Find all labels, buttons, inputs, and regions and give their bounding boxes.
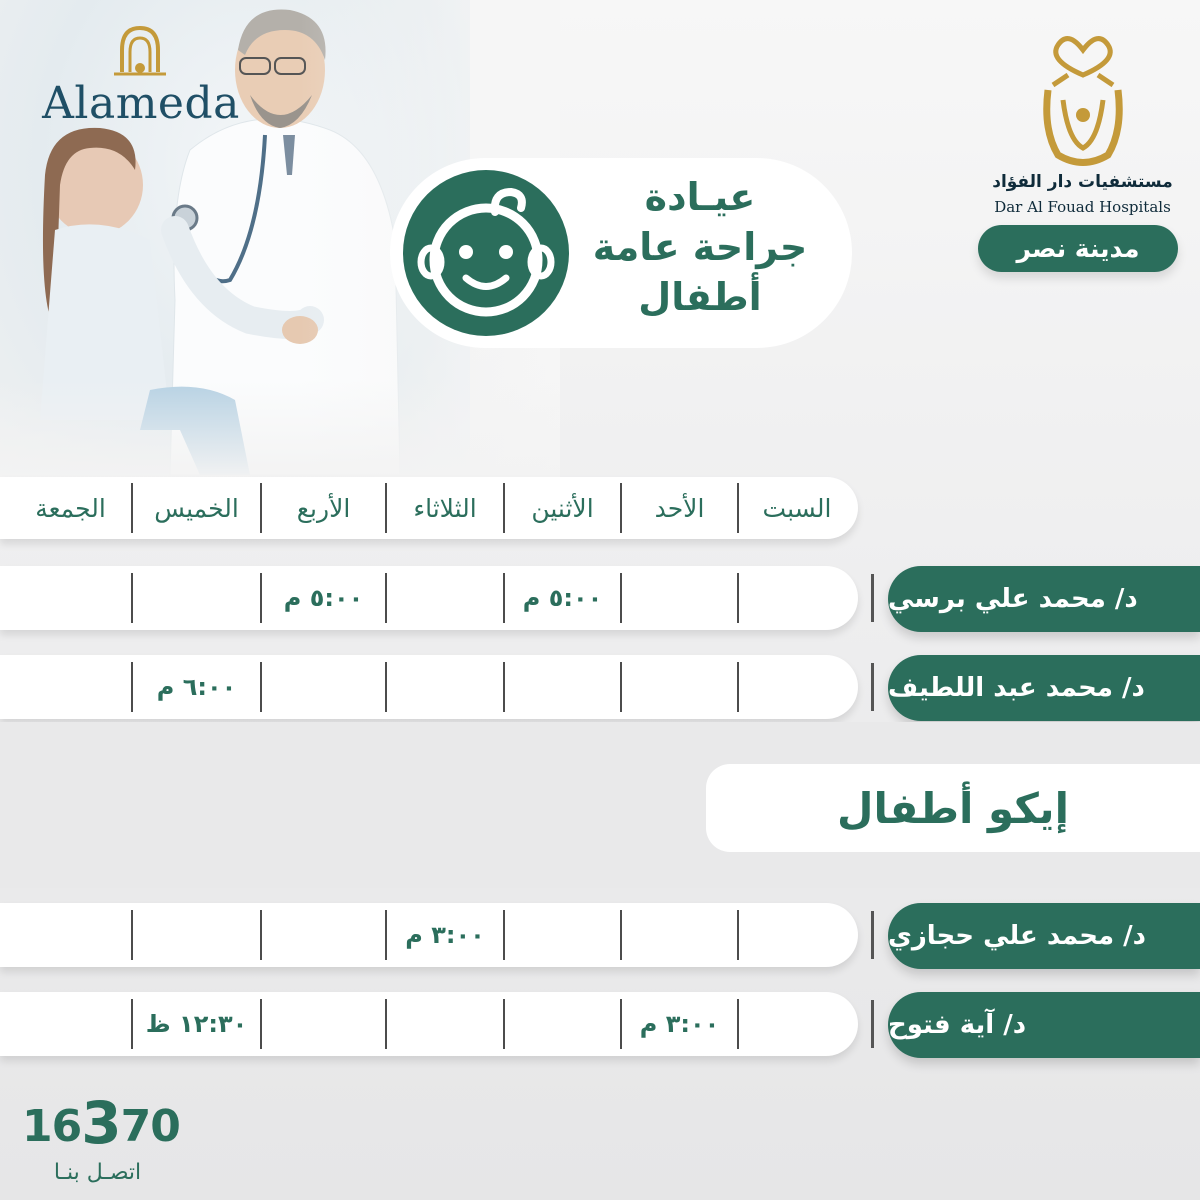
slot-friday	[10, 655, 131, 719]
row-divider	[871, 911, 874, 959]
schedule-cells	[0, 903, 858, 967]
hotline-number[interactable]	[22, 1089, 192, 1157]
contact-us-label: اتصـل بنـا	[53, 1160, 142, 1185]
slot-wednesday: ٥:٠٠ م	[283, 584, 364, 612]
column-divider	[260, 910, 262, 960]
slot-tuesday: ٣:٠٠ م	[405, 921, 485, 949]
schedule-cells	[0, 992, 858, 1056]
clinic-title	[580, 172, 820, 322]
doctor-row	[0, 903, 1200, 969]
row-divider	[871, 663, 874, 711]
slot-friday	[10, 903, 131, 967]
schedule-cells	[0, 655, 858, 719]
column-divider	[503, 573, 505, 623]
slot-thursday: ١٢:٣٠ ظ	[145, 1010, 248, 1038]
column-divider	[385, 483, 387, 533]
slot-wednesday	[262, 992, 385, 1056]
column-divider	[260, 999, 262, 1049]
alameda-logo	[36, 20, 246, 130]
column-divider	[620, 910, 622, 960]
days-header	[0, 477, 858, 539]
baby-face-icon	[403, 170, 569, 336]
slot-saturday	[742, 903, 852, 967]
column-divider	[737, 662, 739, 712]
column-divider	[131, 483, 133, 533]
day-friday: الجمعة	[35, 493, 106, 523]
day-wednesday: الأربع	[296, 493, 351, 523]
column-divider	[131, 999, 133, 1049]
clinic-title-line3: أطفال	[638, 275, 762, 319]
slot-monday	[505, 992, 620, 1056]
slot-monday: ٥:٠٠ م	[522, 584, 603, 612]
column-divider	[385, 999, 387, 1049]
column-divider	[620, 662, 622, 712]
slot-tuesday	[387, 566, 503, 630]
schedule-cells	[0, 566, 858, 630]
section-title-echo: إيكو أطفال	[706, 764, 1200, 852]
slot-sunday: ٣:٠٠ م	[639, 1010, 720, 1038]
slot-thursday	[133, 566, 260, 630]
column-divider	[737, 483, 739, 533]
photo-fade-bottom	[0, 380, 560, 480]
slot-sunday	[622, 655, 737, 719]
doctor-name: د/ محمد علي حجازي	[888, 903, 1200, 969]
column-divider	[503, 662, 505, 712]
column-divider	[503, 999, 505, 1049]
slot-saturday	[742, 566, 852, 630]
column-divider	[503, 910, 505, 960]
row-divider	[871, 574, 874, 622]
dar-al-fouad-logo	[990, 30, 1175, 220]
doctor-name: د/ آية فتوح	[888, 992, 1200, 1058]
column-divider	[131, 573, 133, 623]
slot-friday	[10, 566, 131, 630]
doctor-row	[0, 566, 1200, 632]
column-divider	[620, 999, 622, 1049]
column-divider	[385, 910, 387, 960]
hotline-mid: 3	[81, 1089, 121, 1157]
slot-thursday	[133, 903, 260, 967]
branch-badge: مدينة نصر	[978, 225, 1178, 272]
alameda-wordmark: Alameda	[42, 78, 240, 129]
day-thursday: الخميس	[154, 493, 239, 523]
column-divider	[260, 573, 262, 623]
doctor-name: د/ محمد علي برسي	[888, 566, 1200, 632]
slot-tuesday	[387, 655, 503, 719]
day-sunday: الأحد	[654, 493, 705, 523]
slot-monday	[505, 903, 620, 967]
hospital-name-english: Dar Al Fouad Hospitals	[994, 198, 1171, 216]
slot-saturday	[742, 992, 852, 1056]
column-divider	[260, 662, 262, 712]
slot-wednesday	[262, 903, 385, 967]
column-divider	[737, 999, 739, 1049]
column-divider	[385, 573, 387, 623]
clinic-title-line1: عيـادة	[644, 175, 756, 219]
column-divider	[737, 573, 739, 623]
slot-thursday: ٦:٠٠ م	[156, 673, 237, 701]
slot-wednesday	[262, 655, 385, 719]
dar-al-fouad-emblem-icon	[1028, 30, 1138, 170]
row-divider	[871, 1000, 874, 1048]
column-divider	[620, 483, 622, 533]
slot-sunday	[622, 903, 737, 967]
clinic-title-line2: جراحة عامة	[592, 225, 808, 269]
column-divider	[385, 662, 387, 712]
column-divider	[503, 483, 505, 533]
doctor-name: د/ محمد عبد اللطيف	[888, 655, 1200, 721]
column-divider	[620, 573, 622, 623]
day-saturday: السبت	[762, 493, 832, 523]
doctor-row	[0, 992, 1200, 1058]
slot-sunday	[622, 566, 737, 630]
day-tuesday: الثلاثاء	[413, 493, 477, 523]
slot-tuesday	[387, 992, 503, 1056]
doctor-row	[0, 655, 1200, 721]
slot-monday	[505, 655, 620, 719]
hotline-suffix: 70	[120, 1101, 180, 1152]
alameda-emblem-icon	[110, 20, 170, 80]
hospital-name-arabic: مستشفيات دار الفؤاد	[992, 172, 1173, 192]
hotline-prefix: 16	[22, 1101, 82, 1152]
column-divider	[737, 910, 739, 960]
column-divider	[131, 910, 133, 960]
slot-saturday	[742, 655, 852, 719]
column-divider	[131, 662, 133, 712]
day-monday: الأثنين	[531, 493, 594, 523]
column-divider	[260, 483, 262, 533]
slot-friday	[10, 992, 131, 1056]
